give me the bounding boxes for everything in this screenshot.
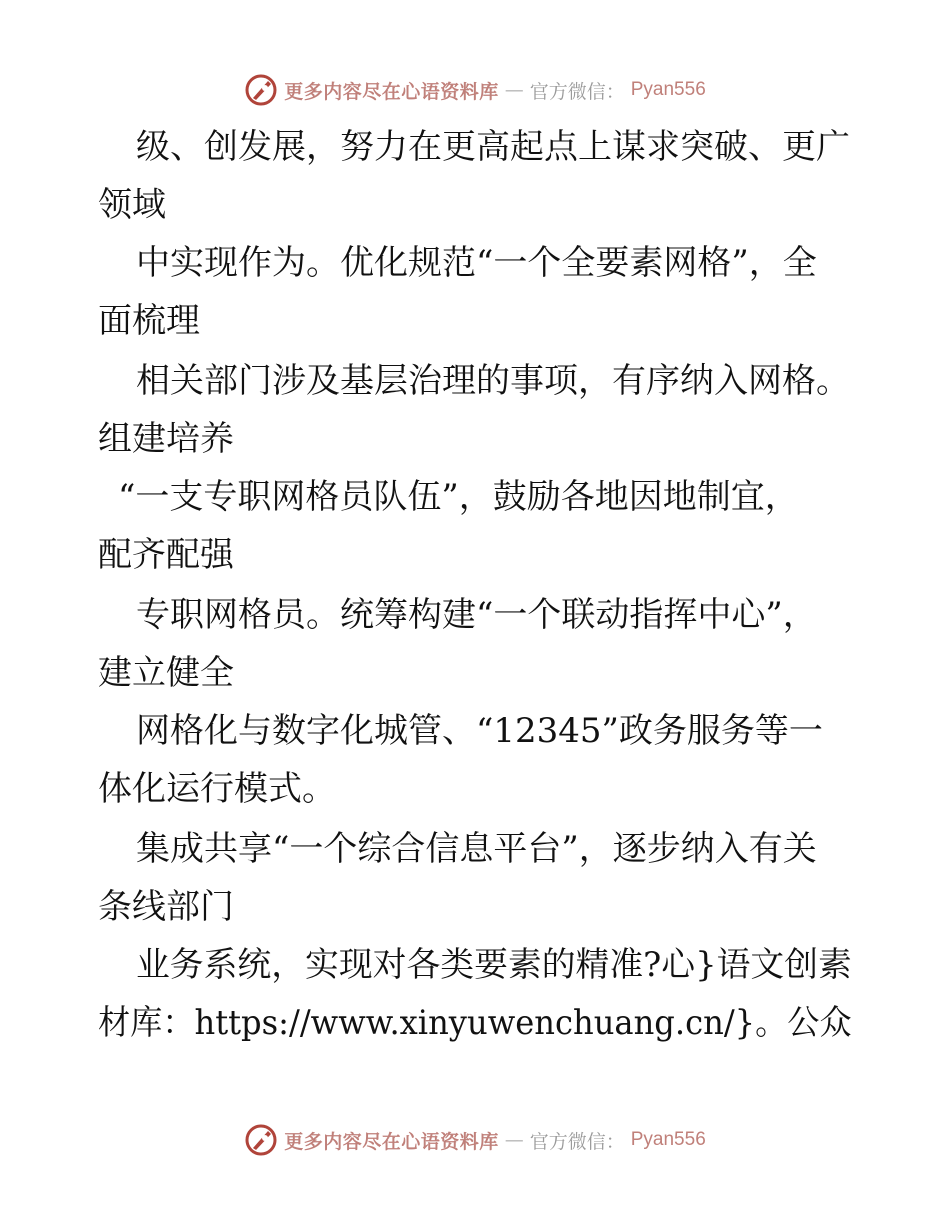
footer-separator: — xyxy=(504,1129,524,1151)
body-line-3: 中实现作为。优化规范“一个全要素网格”，全 xyxy=(136,243,817,283)
footer-banner xyxy=(0,1120,950,1160)
quill-logo-icon xyxy=(244,1123,278,1157)
header-separator: — xyxy=(504,79,524,101)
body-line-15: 业务系统，实现对各类要素的精准?心}语文创素 xyxy=(136,945,852,985)
body-line-7: “一支专职网格员队伍”，鼓励各地因地制宜， xyxy=(118,477,799,517)
quill-logo-icon xyxy=(244,73,278,107)
body-line-14: 条线部门 xyxy=(98,887,234,927)
body-line-8: 配齐配强 xyxy=(98,535,234,575)
body-line-2: 领域 xyxy=(98,185,166,225)
body-line-16: 材库：https://www.xinyuwenchuang.cn/}。公众 xyxy=(98,1003,852,1043)
body-line-4: 面梳理 xyxy=(98,301,200,341)
header-site-text: 更多内容尽在心语资料库 xyxy=(284,80,499,103)
body-line-5: 相关部门涉及基层治理的事项，有序纳入网格。 xyxy=(136,361,850,401)
footer-wechat-label: 官方微信： xyxy=(529,1130,625,1153)
footer-wechat-id: Pyan556 xyxy=(630,1129,706,1150)
header-banner xyxy=(0,70,950,110)
header-wechat-label: 官方微信： xyxy=(529,80,625,103)
body-line-6: 组建培养 xyxy=(98,419,234,459)
body-line-1: 级、创发展，努力在更高起点上谋求突破、更广 xyxy=(136,127,850,167)
header-wechat-id: Pyan556 xyxy=(630,79,706,100)
body-line-12: 体化运行模式。 xyxy=(98,769,336,809)
body-line-11: 网格化与数字化城管、“12345”政务服务等一 xyxy=(136,711,823,751)
body-line-9: 专职网格员。统筹构建“一个联动指挥中心”， xyxy=(136,595,817,635)
body-line-10: 建立健全 xyxy=(98,653,234,693)
body-line-13: 集成共享“一个综合信息平台”，逐步纳入有关 xyxy=(136,829,817,869)
footer-site-text: 更多内容尽在心语资料库 xyxy=(284,1130,499,1153)
